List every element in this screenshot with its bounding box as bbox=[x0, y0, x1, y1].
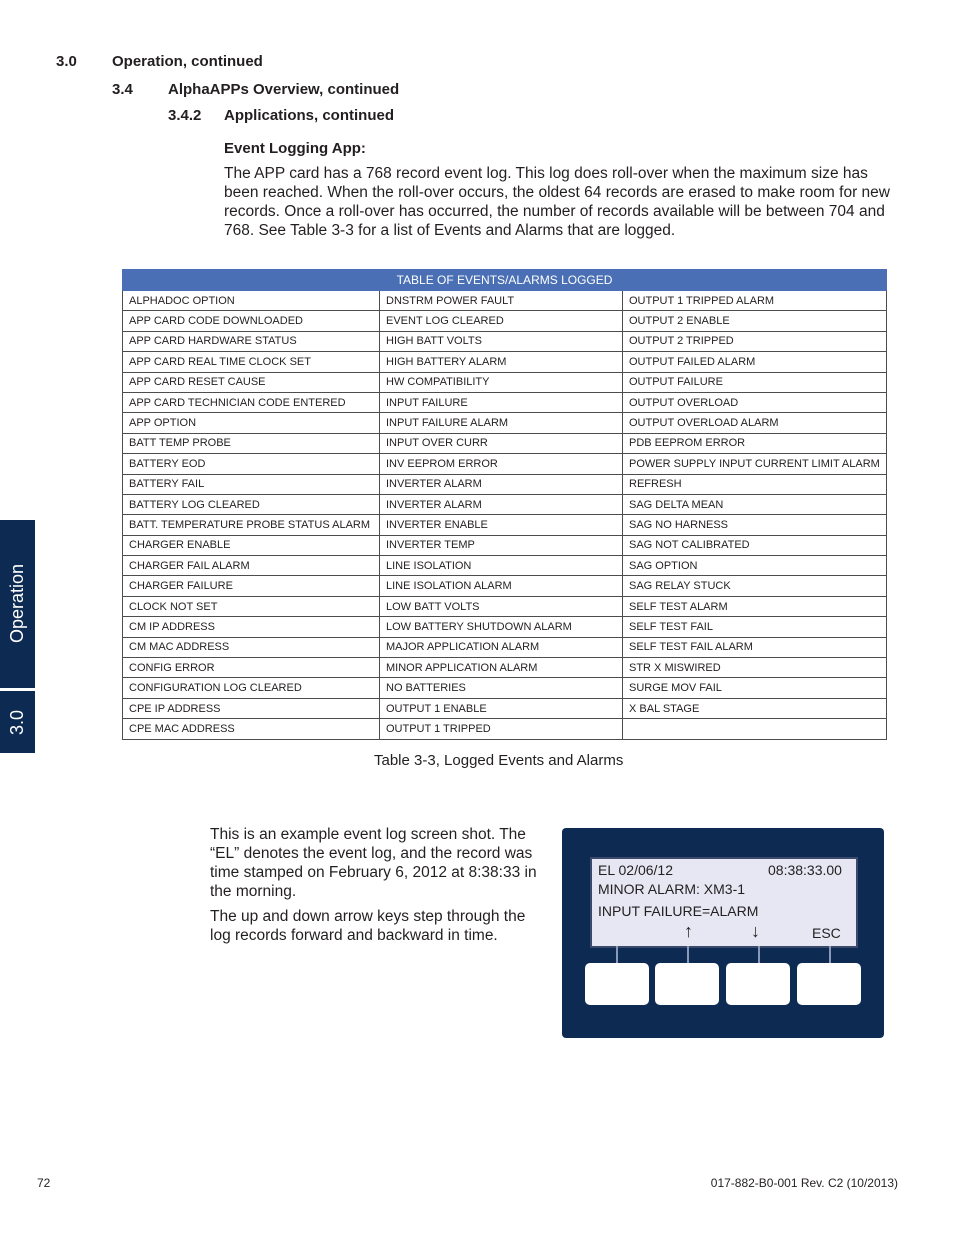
intro-paragraph: The APP card has a 768 record event log. This log does roll-over when the maximum size has been reached. When the roll-over occurs, the oldest 64 records are erased to make room for new records. Once a roll-over has occurred, the number of records available will be between 704 and 768. See Table 3-3 for a list of Events and Alarms that are logged. bbox=[224, 165, 890, 239]
table-row bbox=[123, 413, 887, 433]
table-header: TABLE OF EVENTS/ALARMS LOGGED bbox=[123, 270, 887, 291]
table-cell: BATTERY FAIL bbox=[123, 474, 380, 494]
lcd-line-2: MINOR ALARM: XM3-1 bbox=[598, 881, 746, 897]
table-cell: CONFIGURATION LOG CLEARED bbox=[123, 678, 380, 698]
table-row bbox=[123, 637, 887, 657]
table-cell: CHARGER FAILURE bbox=[123, 576, 380, 596]
lcd-screen bbox=[590, 857, 858, 948]
table-cell: EVENT LOG CLEARED bbox=[380, 311, 623, 331]
table-cell: STR X MISWIRED bbox=[623, 658, 887, 678]
table-cell: INVERTER ALARM bbox=[380, 474, 623, 494]
table-row bbox=[123, 556, 887, 576]
table-row bbox=[123, 678, 887, 698]
down-arrow-icon: ↓ bbox=[751, 921, 760, 941]
table-cell: DNSTRM POWER FAULT bbox=[380, 291, 623, 311]
side-tab-number: 3.0 bbox=[7, 709, 28, 735]
table-cell: INPUT FAILURE ALARM bbox=[380, 413, 623, 433]
table-cell: SAG RELAY STUCK bbox=[623, 576, 887, 596]
lcd-device-illustration bbox=[562, 828, 884, 1038]
side-tab-number-wrapper bbox=[6, 692, 30, 752]
table-cell: OUTPUT 1 ENABLE bbox=[380, 698, 623, 718]
table-cell: BATT. TEMPERATURE PROBE STATUS ALARM bbox=[123, 515, 380, 535]
table-cell: SAG NOT CALIBRATED bbox=[623, 535, 887, 555]
table-cell: SAG DELTA MEAN bbox=[623, 494, 887, 514]
table-cell: INPUT FAILURE bbox=[380, 392, 623, 412]
arrow-keys-paragraph: The up and down arrow keys step through the log records forward and backward in time. bbox=[210, 908, 526, 944]
table-cell: APP CARD HARDWARE STATUS bbox=[123, 331, 380, 351]
table-row bbox=[123, 719, 887, 739]
table-row bbox=[123, 474, 887, 494]
table-cell: APP OPTION bbox=[123, 413, 380, 433]
table-cell: SAG NO HARNESS bbox=[623, 515, 887, 535]
table-cell: APP CARD RESET CAUSE bbox=[123, 372, 380, 392]
table-row bbox=[123, 352, 887, 372]
subsection-title: AlphaAPPs Overview, continued bbox=[168, 81, 400, 98]
table-cell: CM MAC ADDRESS bbox=[123, 637, 380, 657]
table-cell: SELF TEST FAIL bbox=[623, 617, 887, 637]
table-cell: SELF TEST FAIL ALARM bbox=[623, 637, 887, 657]
table-cell: CONFIG ERROR bbox=[123, 658, 380, 678]
section-number: 3.0 bbox=[56, 53, 77, 70]
key-connector bbox=[687, 946, 689, 963]
table-cell: OUTPUT 1 TRIPPED ALARM bbox=[623, 291, 887, 311]
table-cell: INPUT OVER CURR bbox=[380, 433, 623, 453]
section-title: Operation, continued bbox=[112, 53, 263, 70]
page-number: 72 bbox=[37, 1176, 51, 1190]
table-cell: HIGH BATT VOLTS bbox=[380, 331, 623, 351]
table-row bbox=[123, 494, 887, 514]
table-cell: LOW BATT VOLTS bbox=[380, 596, 623, 616]
document-id: 017-882-B0-001 Rev. C2 (10/2013) bbox=[710, 1176, 898, 1190]
table-cell: SAG OPTION bbox=[623, 556, 887, 576]
table-row bbox=[123, 698, 887, 718]
table-cell bbox=[623, 719, 887, 739]
table-row bbox=[123, 617, 887, 637]
table-row bbox=[123, 433, 887, 453]
lcd-line-3: INPUT FAILURE=ALARM bbox=[598, 903, 759, 919]
side-tab-label: Operation bbox=[7, 563, 28, 643]
side-tab-label-wrapper bbox=[6, 520, 30, 686]
table-cell: SURGE MOV FAIL bbox=[623, 678, 887, 698]
table-body bbox=[123, 291, 887, 740]
table-cell: CM IP ADDRESS bbox=[123, 617, 380, 637]
section-side-tab bbox=[0, 520, 35, 753]
table-cell: SELF TEST ALARM bbox=[623, 596, 887, 616]
key-connector bbox=[616, 946, 618, 963]
table-row bbox=[123, 576, 887, 596]
table-cell: MAJOR APPLICATION ALARM bbox=[380, 637, 623, 657]
table-cell: INV EEPROM ERROR bbox=[380, 454, 623, 474]
subsection-number: 3.4 bbox=[112, 81, 133, 98]
soft-key-1 bbox=[585, 963, 649, 1005]
table-cell: ALPHADOC OPTION bbox=[123, 291, 380, 311]
table-cell: NO BATTERIES bbox=[380, 678, 623, 698]
up-arrow-icon: ↑ bbox=[684, 921, 693, 941]
table-cell: BATT TEMP PROBE bbox=[123, 433, 380, 453]
table-row bbox=[123, 454, 887, 474]
table-cell: POWER SUPPLY INPUT CURRENT LIMIT ALARM bbox=[623, 454, 887, 474]
table-cell: LINE ISOLATION bbox=[380, 556, 623, 576]
lcd-time: 08:38:33.00 bbox=[768, 862, 842, 878]
table-cell: CHARGER ENABLE bbox=[123, 535, 380, 555]
table-cell: CPE MAC ADDRESS bbox=[123, 719, 380, 739]
table-cell: HIGH BATTERY ALARM bbox=[380, 352, 623, 372]
lcd-date: EL 02/06/12 bbox=[598, 862, 673, 878]
table-cell: OUTPUT FAILURE bbox=[623, 372, 887, 392]
table-row bbox=[123, 658, 887, 678]
soft-key-down bbox=[726, 963, 790, 1005]
soft-key-up bbox=[655, 963, 719, 1005]
table-cell: CHARGER FAIL ALARM bbox=[123, 556, 380, 576]
table-cell: X BAL STAGE bbox=[623, 698, 887, 718]
table-cell: LINE ISOLATION ALARM bbox=[380, 576, 623, 596]
table-cell: INVERTER ENABLE bbox=[380, 515, 623, 535]
table-row bbox=[123, 535, 887, 555]
key-connector bbox=[829, 946, 831, 963]
table-row bbox=[123, 392, 887, 412]
table-cell: APP CARD REAL TIME CLOCK SET bbox=[123, 352, 380, 372]
table-cell: MINOR APPLICATION ALARM bbox=[380, 658, 623, 678]
table-row bbox=[123, 596, 887, 616]
table-cell: BATTERY EOD bbox=[123, 454, 380, 474]
table-cell: APP CARD CODE DOWNLOADED bbox=[123, 311, 380, 331]
table-cell: PDB EEPROM ERROR bbox=[623, 433, 887, 453]
soft-key-esc bbox=[797, 963, 861, 1005]
table-cell: LOW BATTERY SHUTDOWN ALARM bbox=[380, 617, 623, 637]
table-cell: REFRESH bbox=[623, 474, 887, 494]
subsubsection-title: Applications, continued bbox=[224, 107, 395, 124]
app-title: Event Logging App: bbox=[224, 140, 366, 157]
table-cell: OUTPUT OVERLOAD bbox=[623, 392, 887, 412]
table-cell: INVERTER ALARM bbox=[380, 494, 623, 514]
table-cell: OUTPUT OVERLOAD ALARM bbox=[623, 413, 887, 433]
table-cell: OUTPUT FAILED ALARM bbox=[623, 352, 887, 372]
table-caption: Table 3-3, Logged Events and Alarms bbox=[374, 752, 624, 769]
table-cell: APP CARD TECHNICIAN CODE ENTERED bbox=[123, 392, 380, 412]
table-cell: OUTPUT 1 TRIPPED bbox=[380, 719, 623, 739]
table-cell: OUTPUT 2 TRIPPED bbox=[623, 331, 887, 351]
events-alarms-table bbox=[122, 269, 887, 740]
table-cell: HW COMPATIBILITY bbox=[380, 372, 623, 392]
table-cell: INVERTER TEMP bbox=[380, 535, 623, 555]
key-connector bbox=[758, 946, 760, 963]
table-row bbox=[123, 311, 887, 331]
table-cell: CPE IP ADDRESS bbox=[123, 698, 380, 718]
side-tab-divider bbox=[0, 688, 35, 691]
table-row bbox=[123, 291, 887, 311]
table-cell: OUTPUT 2 ENABLE bbox=[623, 311, 887, 331]
table-row bbox=[123, 515, 887, 535]
table-cell: CLOCK NOT SET bbox=[123, 596, 380, 616]
table-row bbox=[123, 331, 887, 351]
table-cell: BATTERY LOG CLEARED bbox=[123, 494, 380, 514]
esc-label: ESC bbox=[812, 925, 841, 941]
table-row bbox=[123, 372, 887, 392]
example-paragraph: This is an example event log screen shot. The “EL” denotes the event log, and the record was time stamped on February 6, 2012 at 8:38:33 in the morning. bbox=[210, 826, 537, 900]
subsubsection-number: 3.4.2 bbox=[168, 107, 202, 124]
